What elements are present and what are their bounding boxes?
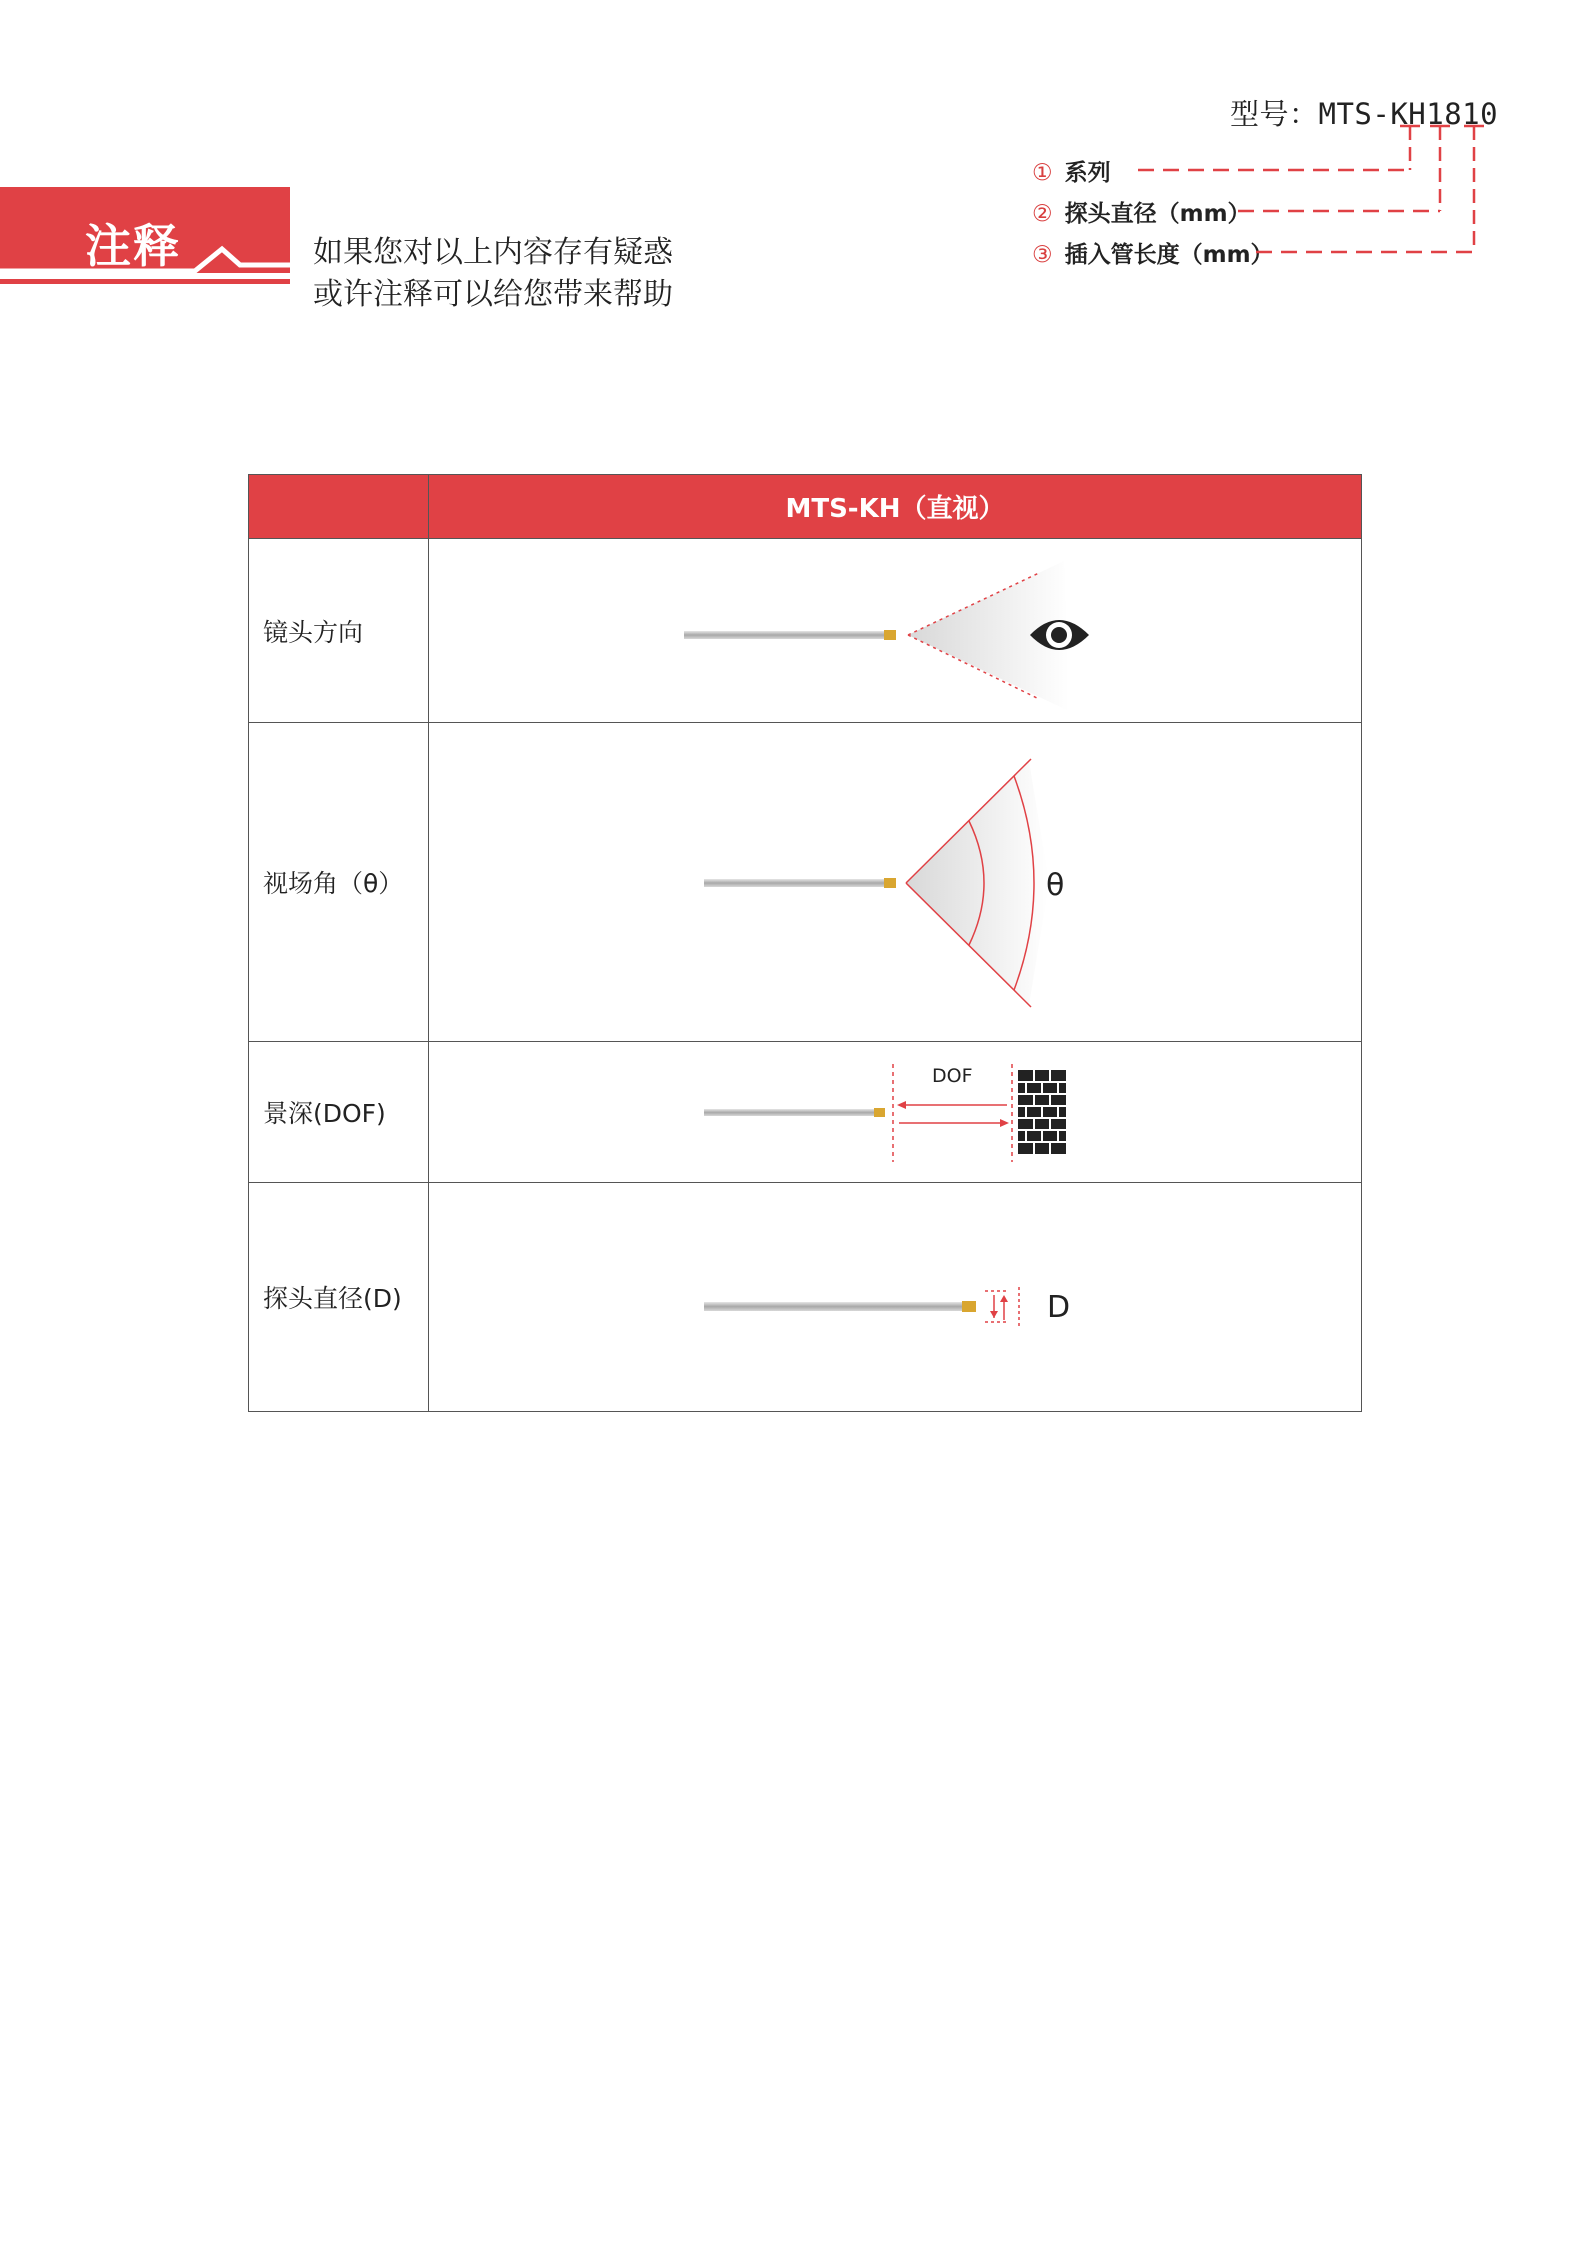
diameter-symbol: D	[1047, 1290, 1071, 1325]
table-row	[249, 539, 1362, 723]
table-header-empty	[249, 475, 429, 539]
diameter-markers	[985, 1287, 1019, 1326]
field-of-view-illustration	[429, 723, 1361, 1041]
theta-symbol: θ	[1046, 868, 1065, 903]
spec-table	[248, 474, 1362, 1412]
notes-line: 或许注释可以给您带来帮助	[313, 277, 673, 312]
row-label-probe-diameter: 探头直径(D)	[249, 1183, 429, 1412]
probe-tube	[684, 631, 884, 639]
notes-description	[313, 232, 673, 316]
field-of-view-diagram	[429, 723, 1362, 1042]
notes-line: 如果您对以上内容存有疑惑	[313, 235, 673, 270]
wall-icon	[1018, 1070, 1066, 1154]
table-header-row	[249, 475, 1362, 539]
probe-tip	[884, 878, 896, 888]
lens-direction-illustration	[429, 539, 1361, 722]
dof-label: DOF	[932, 1065, 973, 1087]
legend-label: 系列	[1064, 160, 1111, 186]
legend-number: ②	[1032, 201, 1053, 227]
legend-number: ③	[1032, 242, 1053, 268]
probe-diameter-illustration	[429, 1183, 1361, 1411]
notes-title: 注释	[85, 219, 181, 273]
probe-tip	[874, 1108, 885, 1117]
row-label-depth-of-field: 景深(DOF)	[249, 1042, 429, 1183]
table-row	[249, 1042, 1362, 1183]
probe-tube	[704, 1109, 874, 1116]
depth-of-field-illustration	[429, 1042, 1361, 1182]
probe-tip	[884, 630, 896, 640]
probe-tube	[704, 1302, 962, 1311]
legend-number: ①	[1032, 160, 1053, 186]
probe-tip	[962, 1301, 976, 1312]
view-cone	[906, 761, 1049, 1005]
table-header-title: MTS-KH（直视）	[429, 475, 1362, 539]
model-label: 型号：MTS-KH1810	[1230, 97, 1499, 131]
probe-diameter-diagram	[429, 1183, 1362, 1412]
legend-label: 探头直径（mm）	[1064, 201, 1251, 227]
row-label-field-of-view: 视场角（θ）	[249, 723, 429, 1042]
legend-label: 插入管长度（mm）	[1064, 242, 1274, 268]
table-row	[249, 723, 1362, 1042]
lens-direction-diagram	[429, 539, 1362, 723]
table-row	[249, 1183, 1362, 1412]
row-label-lens-direction: 镜头方向	[249, 539, 429, 723]
depth-of-field-diagram	[429, 1042, 1362, 1183]
probe-tube	[704, 879, 884, 887]
